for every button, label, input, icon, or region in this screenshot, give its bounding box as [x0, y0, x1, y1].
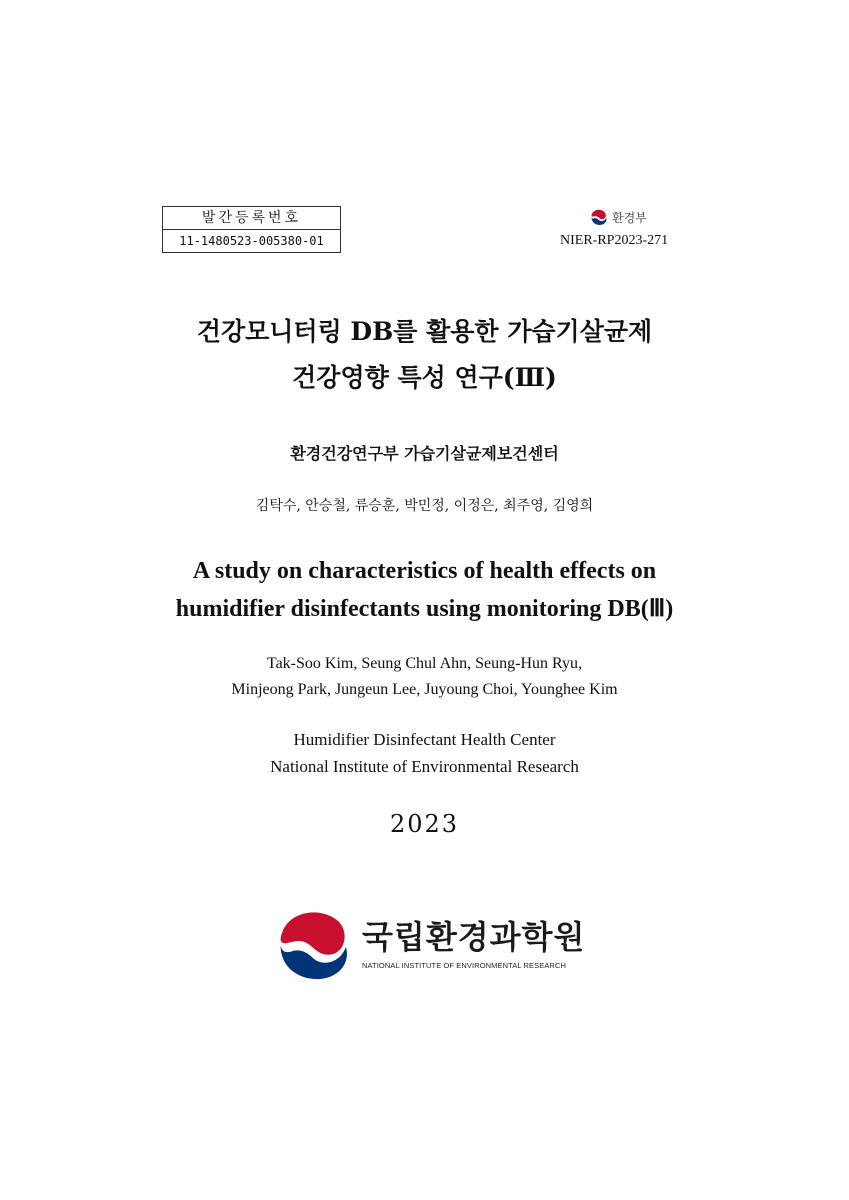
ministry-logo — [590, 208, 647, 226]
registration-box — [162, 206, 341, 253]
institution-line1: Humidifier Disinfectant Health Center — [293, 730, 556, 749]
nier-korean-name: 국립환경과학원 — [362, 917, 586, 956]
registration-label: 발간등록번호 — [163, 207, 340, 230]
publication-year: 2023 — [389, 810, 460, 838]
english-title-line1: A study on characteristics of health effects on — [192, 558, 657, 584]
registration-number: 11-1480523-005380-01 — [179, 234, 324, 248]
english-authors-line1: Tak-Soo Kim, Seung Chul Ahn, Seung-Hun Ryu, — [266, 655, 583, 672]
nier-logo — [276, 906, 585, 982]
taegeuk-icon — [590, 208, 608, 226]
english-title-line2: humidifier disinfectants using monitoring DB(Ⅲ) — [175, 596, 674, 622]
ministry-name: 환경부 — [612, 210, 647, 225]
korean-title-line1: 건강모니터링 DB를 활용한 가습기살균제 — [196, 317, 653, 346]
report-id: NIER-RP2023-271 — [560, 233, 669, 248]
taegeuk-icon — [276, 906, 352, 982]
department: 환경건강연구부 가습기살균제보건센터 — [290, 444, 559, 463]
korean-authors: 김탁수, 안승철, 류승훈, 박민정, 이정은, 최주영, 김영희 — [255, 498, 594, 514]
korean-title-line2: 건강영향 특성 연구(Ⅲ) — [292, 363, 557, 392]
nier-english-name: NATIONAL INSTITUTE OF ENVIRONMENTAL RESEARCH — [362, 960, 567, 970]
institution-line2: National Institute of Environmental Research — [270, 757, 579, 776]
english-authors-line2: Minjeong Park, Jungeun Lee, Juyoung Choi, Younghee Kim — [231, 681, 618, 698]
